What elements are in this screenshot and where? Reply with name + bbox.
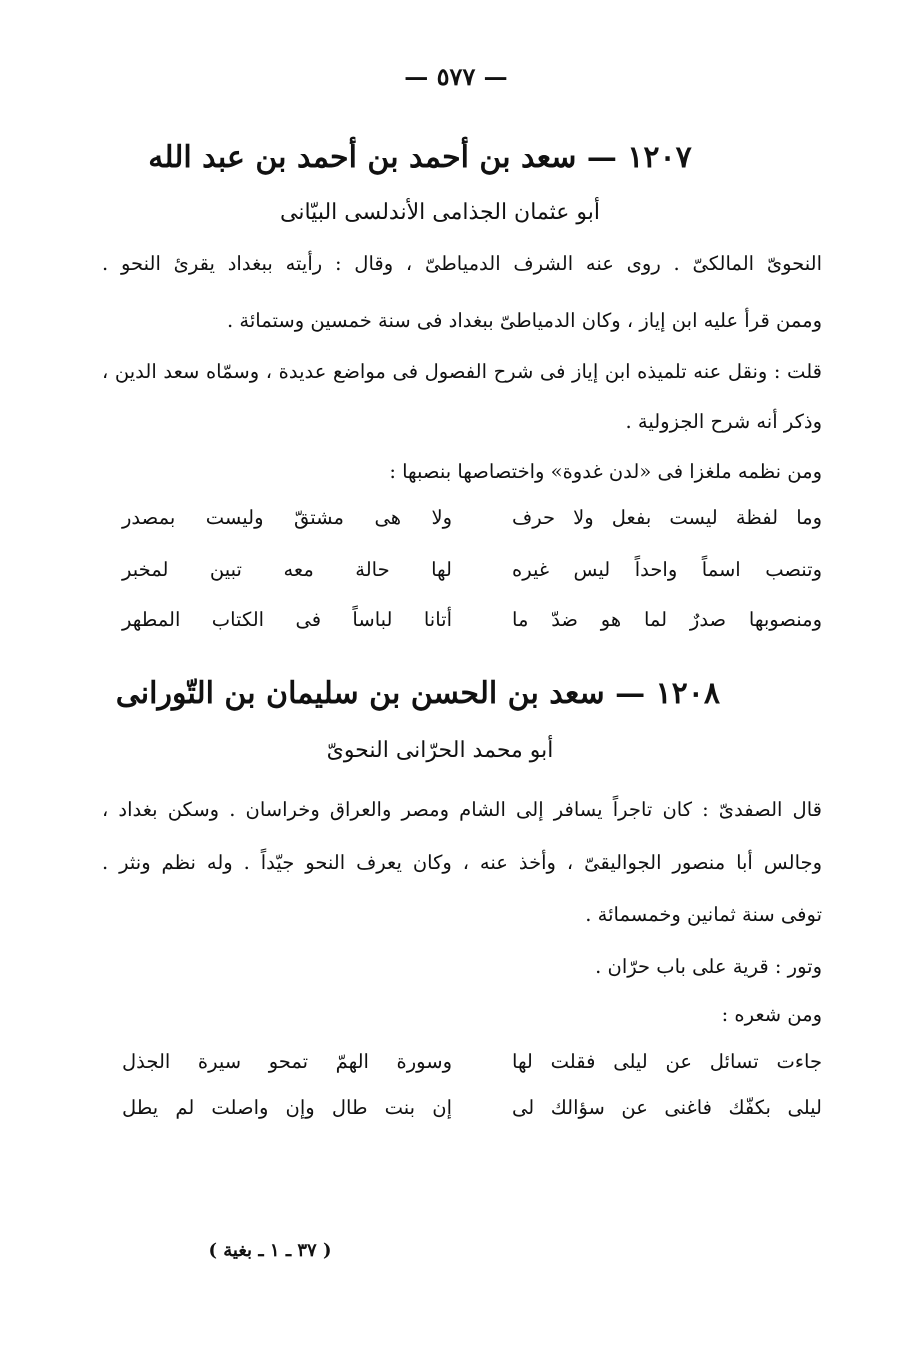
text-line: ومن نظمه ملغزا فى «لدن غدوة» واختصاصها بنصبها : — [389, 460, 822, 483]
verse-first-hemistich: ليلى بكفّك فاغنى عن سؤالك لى — [512, 1096, 822, 1119]
verse-line — [122, 558, 822, 592]
entry-kunya: أبو عثمان الجذامى الأندلسى البيّانى — [280, 200, 600, 225]
signature-mark: ( ٣٧ ـ ١ ـ بغية ) — [208, 1240, 332, 1261]
verse-second-hemistich: ولا هى مشتقّ وليست بمصدر — [122, 506, 452, 529]
entry-heading: ١٢٠٧ — سعد بن أحمد بن أحمد بن عبد الله — [148, 140, 692, 175]
verse-line — [122, 608, 822, 642]
text-line: وذكر أنه شرح الجزولية . — [625, 410, 822, 433]
page-number: — ٥٧٧ — — [404, 62, 508, 91]
verse-second-hemistich: وسورة الهمّ تمحو سيرة الجذل — [122, 1050, 452, 1073]
verse-line — [122, 1050, 822, 1084]
verse-line — [122, 1096, 822, 1130]
verse-first-hemistich: وتنصب اسماً واحداً ليس غيره — [512, 558, 822, 581]
text-line: وتور : قرية على باب حرّان . — [595, 955, 822, 978]
entry-heading: ١٢٠٨ — سعد بن الحسن بن سليمان بن التّورانى — [115, 676, 720, 711]
text-line: توفى سنة ثمانين وخمسمائة . — [585, 903, 822, 926]
verse-second-hemistich: إن بنت طال وإن واصلت لم يطل — [122, 1096, 452, 1119]
verse-second-hemistich: لها حالة معه تبين لمخبر — [122, 558, 452, 581]
text-line: ومن شعره : — [721, 1003, 822, 1026]
verse-first-hemistich: وما لفظة ليست بفعل ولا حرف — [512, 506, 822, 529]
text-line: قلت : ونقل عنه تلميذه ابن إياز فى شرح الفصول فى مواضع عديدة ، وسمّاه سعد الدين ، — [102, 360, 822, 383]
verse-line — [122, 506, 822, 540]
text-line: وجالس أبا منصور الجواليقىّ ، وأخذ عنه ، وكان يعرف النحو جيّداً . وله نظم ونثر . — [102, 851, 822, 874]
verse-first-hemistich: ومنصوبها صدرٌ لما هو ضدّ ما — [512, 608, 822, 631]
text-line: النحوىّ المالكىّ . روى عنه الشرف الدمياطىّ ، وقال : رأيته ببغداد يقرئ النحو . — [102, 252, 822, 275]
entry-kunya: أبو محمد الحرّانى النحوىّ — [326, 738, 554, 763]
text-line: وممن قرأ عليه ابن إياز ، وكان الدمياطىّ ببغداد فى سنة خمسين وستمائة . — [227, 309, 822, 332]
text-line: قال الصفدىّ : كان تاجراً يسافر إلى الشام ومصر والعراق وخراسان . وسكن بغداد ، — [102, 798, 822, 821]
verse-second-hemistich: أتانا لباساً فى الكتاب المطهر — [122, 608, 452, 631]
verse-first-hemistich: جاءت تسائل عن ليلى فقلت لها — [512, 1050, 822, 1073]
